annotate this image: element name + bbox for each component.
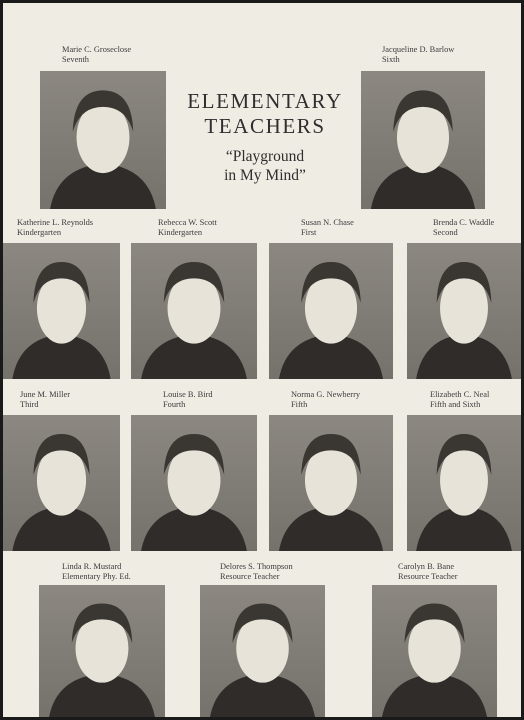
portrait-photo <box>131 415 257 551</box>
portrait-photo <box>200 585 325 717</box>
teacher-role: Resource Teacher <box>220 571 280 581</box>
teacher-name: Rebecca W. Scott <box>158 218 217 227</box>
teacher-name: Carolyn B. Bane <box>398 562 455 571</box>
teacher-name: June M. Miller <box>20 390 71 399</box>
caption-scott <box>158 218 217 237</box>
portrait-photo <box>407 415 521 551</box>
teacher-role: Kindergarten <box>17 227 62 237</box>
caption-thompson <box>220 562 293 581</box>
teacher-role: Fifth <box>291 399 308 409</box>
portrait-photo <box>39 585 165 717</box>
portrait-photo <box>3 243 120 379</box>
teacher-role: Seventh <box>62 54 89 64</box>
teacher-name: Jacqueline D. Barlow <box>382 45 455 54</box>
teacher-name: Katherine L. Reynolds <box>17 218 94 227</box>
caption-neal <box>430 390 489 409</box>
heading-subtitle-1: “Playground <box>225 148 305 165</box>
teacher-name: Norma G. Newberry <box>291 390 361 399</box>
caption-reynolds <box>17 218 93 237</box>
caption-newberry <box>291 390 360 409</box>
portrait-photo <box>407 243 521 379</box>
portrait-photo <box>40 71 166 209</box>
yearbook-page <box>3 3 521 717</box>
teacher-role: Sixth <box>382 54 400 64</box>
caption-chase <box>301 218 354 237</box>
teacher-role: Second <box>433 227 458 237</box>
caption-waddle <box>433 218 494 237</box>
portrait-photo <box>269 243 393 379</box>
teacher-role: Fifth and Sixth <box>430 399 481 409</box>
portrait-photo <box>3 415 120 551</box>
portrait-photo <box>131 243 257 379</box>
teacher-name: Delores S. Thompson <box>220 562 293 571</box>
teacher-role: Elementary Phy. Ed. <box>62 571 131 581</box>
teacher-role: Kindergarten <box>158 227 203 237</box>
teacher-role: Resource Teacher <box>398 571 458 581</box>
caption-mustard <box>62 562 131 581</box>
teacher-name: Linda R. Mustard <box>62 562 122 571</box>
teacher-role: First <box>301 227 317 237</box>
page-heading <box>159 89 371 185</box>
portrait-photo <box>372 585 497 717</box>
teacher-name: Marie C. Groseclose <box>62 45 132 54</box>
teacher-name: Louise B. Bird <box>163 390 213 399</box>
teacher-name: Susan N. Chase <box>301 218 354 227</box>
teacher-name: Elizabeth C. Neal <box>430 390 490 399</box>
heading-line-1: ELEMENTARY <box>187 89 343 113</box>
caption-miller <box>20 390 70 409</box>
caption-barlow <box>382 45 454 64</box>
caption-groseclose <box>62 45 131 64</box>
heading-subtitle-2: in My Mind” <box>224 167 306 184</box>
teacher-role: Fourth <box>163 399 186 409</box>
heading-line-2: TEACHERS <box>204 114 326 138</box>
portrait-photo <box>269 415 393 551</box>
caption-bird <box>163 390 213 409</box>
teacher-name: Brenda C. Waddle <box>433 218 495 227</box>
caption-bane <box>398 562 457 581</box>
teacher-role: Third <box>20 399 39 409</box>
portrait-photo <box>361 71 485 209</box>
